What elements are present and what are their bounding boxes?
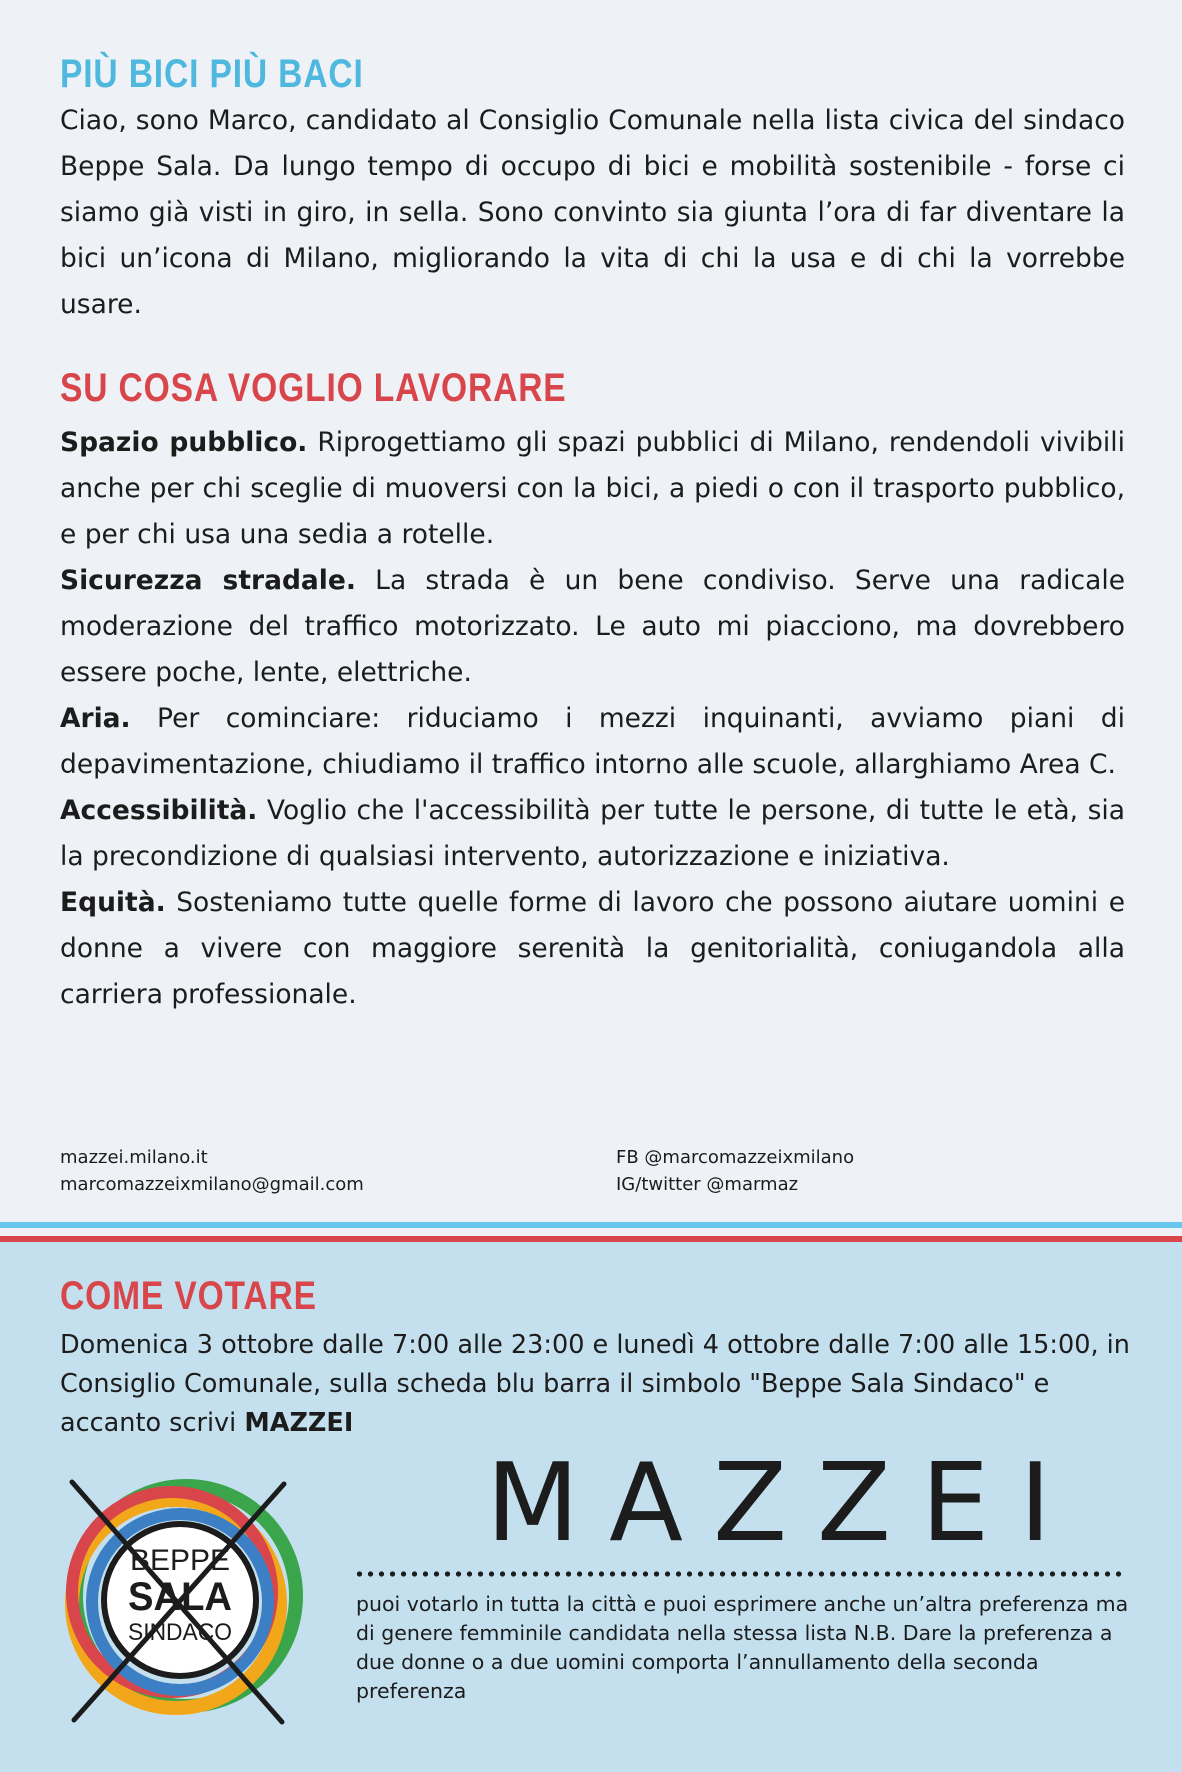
intro-heading: PIÙ BICI PIÙ BACI: [60, 52, 364, 96]
work-item-label: Sicurezza stradale.: [60, 565, 356, 596]
contacts-social: [616, 1144, 854, 1198]
dotted-write-line: [354, 1570, 1124, 1578]
work-item-label: Equità.: [60, 887, 166, 918]
work-item-spazio-pubblico: [60, 420, 1125, 558]
work-item-aria: [60, 696, 1125, 788]
vote-heading: COME VOTARE: [60, 1274, 317, 1318]
work-item-accessibilita: [60, 788, 1125, 880]
logo-text-sala: SALA: [128, 1575, 232, 1619]
intro-text: Ciao, sono Marco, candidato al Consiglio Comunale nella lista civica del sindaco Beppe Sala. Da lungo tempo di occupo di bici e mobilità sostenibile - forse ci siamo già visti in giro, in sella. Sono convinto sia giunta l’ora di far diventare la bici un’icona di Milano, migliorando la vita di chi la usa e di chi la vorrebbe usare.: [60, 105, 1125, 320]
work-heading: SU COSA VOGLIO LAVORARE: [60, 366, 567, 410]
candidate-name-large: MAZZEI: [486, 1441, 1082, 1566]
email-link[interactable]: marcomazzeixmilano@gmail.com: [60, 1174, 364, 1195]
work-item-sicurezza-stradale: [60, 558, 1125, 696]
logo-text-beppe: BEPPE: [130, 1544, 230, 1577]
work-item-text: La strada è un bene condiviso. Serve una radicale moderazione del traffico motorizzato. Le auto mi piacciono, ma dovrebbero essere poche, lente, elettriche.: [60, 565, 1126, 688]
intro-paragraph: [60, 98, 1125, 328]
work-item-text: Riprogettiamo gli spazi pubblici di Milano, rendendoli vivibili anche per chi sceglie di muoversi con la bici, a piedi o con il trasporto pubblico, e per chi usa una sedia a rotelle.: [60, 427, 1125, 550]
work-list: [60, 420, 1125, 1018]
contacts-web: [60, 1144, 364, 1198]
work-item-text: Voglio che l'accessibilità per tutte le persone, di tutte le età, sia la precondizione di qualsiasi intervento, autorizzazione e iniziativa.: [60, 795, 1125, 872]
vote-candidate-name: MAZZEI: [244, 1408, 354, 1438]
vote-instructions-text: Domenica 3 ottobre dalle 7:00 alle 23:00 e lunedì 4 ottobre dalle 7:00 alle 15:00, in Consiglio Comunale, sulla scheda blu barra il simbolo "Beppe Sala Sindaco" e accanto scrivi: [60, 1330, 1130, 1438]
beppe-sala-sindaco-logo: [52, 1470, 312, 1730]
work-item-label: Accessibilità.: [60, 795, 258, 826]
instagram-twitter-handle[interactable]: IG/twitter @marmaz: [616, 1174, 799, 1195]
facebook-handle[interactable]: FB @marcomazzeixmilano: [616, 1147, 855, 1168]
work-item-label: Spazio pubblico.: [60, 427, 308, 458]
divider-blue-stripe: [0, 1222, 1182, 1228]
work-item-equita: [60, 880, 1125, 1018]
work-item-label: Aria.: [60, 703, 131, 734]
logo-text-sindaco: SINDACO: [128, 1619, 232, 1646]
preference-note: puoi votarlo in tutta la città e puoi esprimere anche un’altra preferenza ma di genere femminile candidata nella stessa lista N.B. Dare la preferenza a due donne o a due uomini comporta l’annullamento della seconda preferenza: [356, 1592, 1129, 1703]
website-link[interactable]: mazzei.milano.it: [60, 1147, 208, 1168]
work-item-text: Per cominciare: riduciamo i mezzi inquinanti, avviamo piani di depavimentazione, chiudiamo il traffico intorno alle scuole, allarghiamo Area C.: [60, 703, 1125, 780]
vote-instructions: [60, 1326, 1130, 1443]
work-item-text: Sosteniamo tutte quelle forme di lavoro che possono aiutare uomini e donne a vivere con maggiore serenità la genitorialità, coniugandola alla carriera professionale.: [60, 887, 1125, 1010]
